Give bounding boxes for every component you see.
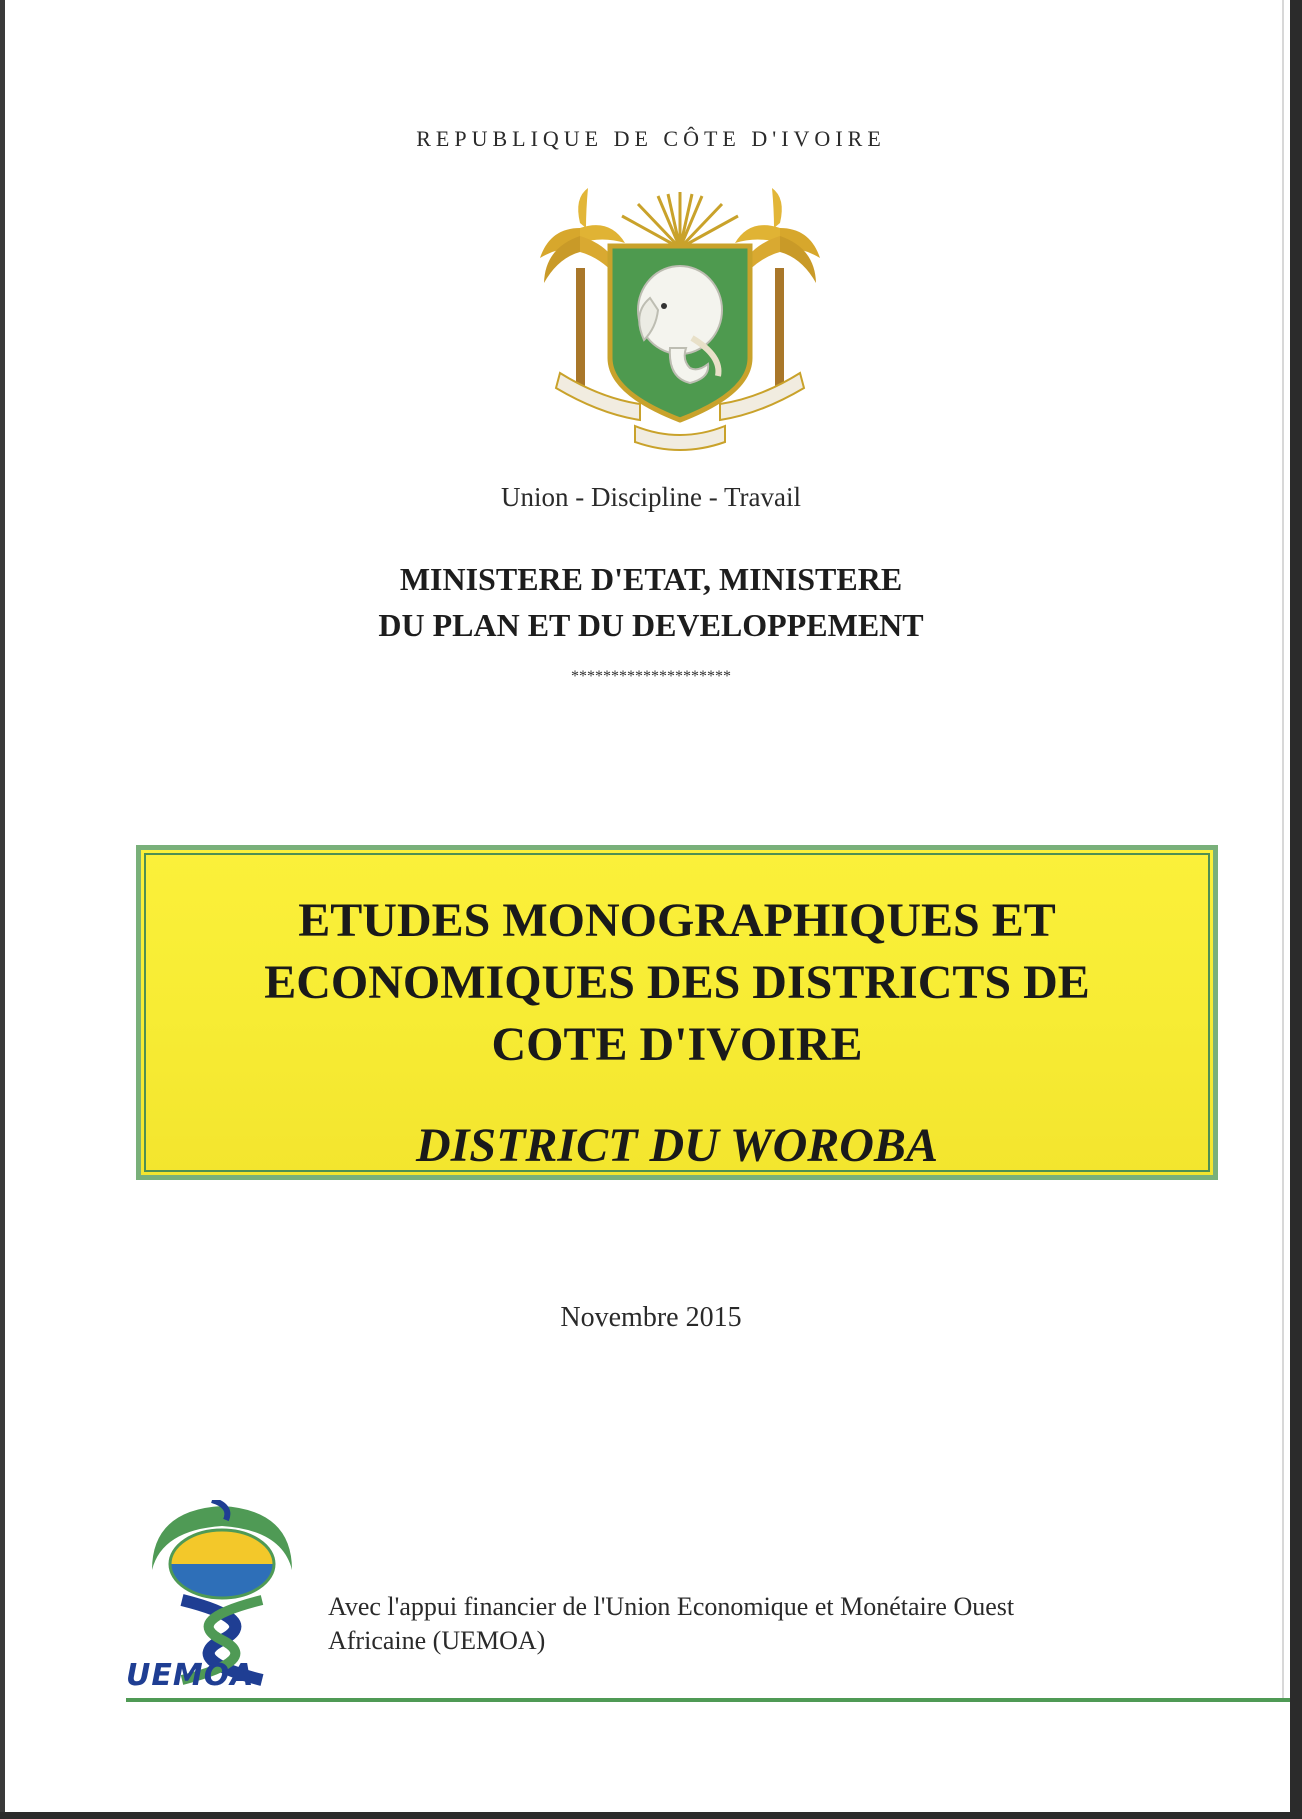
title-line-3: COTE D'IVOIRE [491,1018,863,1071]
district-title: DISTRICT DU WOROBA [416,1119,938,1172]
separator-stars: ******************** [571,668,731,685]
coat-of-arms-icon [540,188,820,456]
ministry-line-2: DU PLAN ET DU DEVELOPPEMENT [378,607,924,643]
funding-statement [328,1590,1228,1658]
ministry-name [0,556,1302,648]
page-edge-right [1290,0,1302,1819]
page-edge-bottom [0,1812,1302,1819]
title-line-2: ECONOMIQUES DES DISTRICTS DE [264,956,1090,1009]
funding-line-1: Avec l'appui financier de l'Union Economique et Monétaire Ouest [328,1592,1015,1621]
footer-divider [126,1698,1290,1702]
national-motto: Union - Discipline - Travail [501,482,801,512]
country-name: REPUBLIQUE DE CÔTE D'IVOIRE [416,126,886,151]
page-edge-shadow [1282,0,1284,1700]
title-line-1: ETUDES MONOGRAPHIQUES ET [298,894,1056,947]
document-title [141,890,1213,1076]
uemoa-logo-text: UEMOA [126,1658,255,1693]
page-edge-left [0,0,5,1819]
publication-date: Novembre 2015 [560,1302,742,1333]
ministry-line-1: MINISTERE D'ETAT, MINISTERE [399,561,903,597]
title-box [136,845,1218,1180]
funding-line-2: Africaine (UEMOA) [328,1626,546,1655]
